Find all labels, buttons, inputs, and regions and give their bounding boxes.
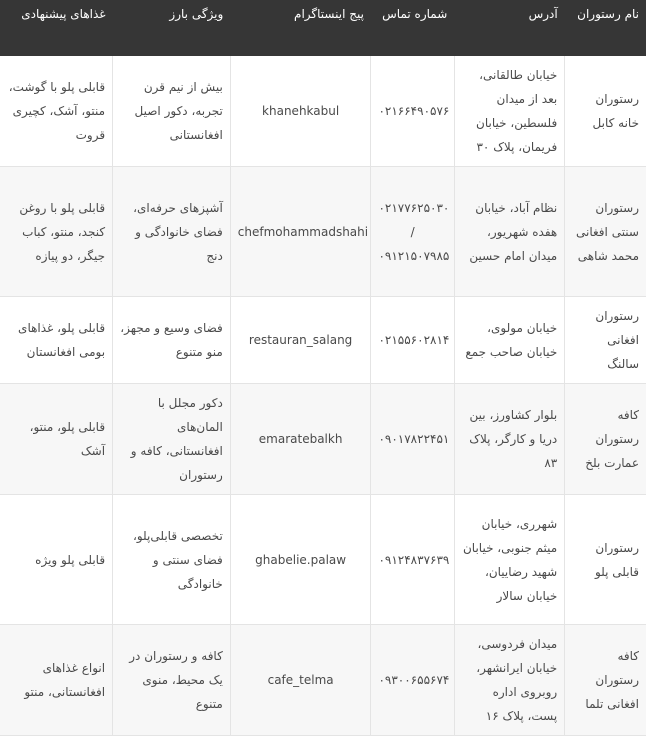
restaurant-feature: تخصصی قابلی‌پلو، فضای سنتی و خانوادگی	[113, 495, 231, 625]
restaurant-feature: فضای وسیع و مجهز، منو متنوع	[113, 297, 231, 384]
restaurant-dishes: قابلی پلو، غذاهای بومی افغانستان	[0, 297, 113, 384]
restaurant-phone: ۰۲۱۷۷۶۲۵۰۳۰ / ۰۹۱۲۱۵۰۷۹۸۵	[371, 167, 454, 297]
restaurant-instagram: khanehkabul	[230, 56, 371, 167]
restaurant-feature: کافه و رستوران در یک محیط، منوی متنوع	[113, 625, 231, 736]
restaurant-dishes: انواع غذاهای افغانستانی، منتو	[0, 625, 113, 736]
header-phone: شماره تماس	[371, 0, 454, 56]
restaurant-address: بلوار کشاورز، بین دریا و کارگر، پلاک ۸۳	[454, 384, 564, 495]
header-dishes: غذاهای پیشنهادی	[0, 0, 113, 56]
restaurant-dishes: قابلی پلو ویژه	[0, 495, 113, 625]
restaurant-phone: ۰۹۱۲۴۸۳۷۶۳۹	[371, 495, 454, 625]
restaurant-feature: دکور مجلل با المان‌های افغانستانی، کافه و رستوران	[113, 384, 231, 495]
restaurant-dishes: قابلی پلو با گوشت، منتو، آشک، کچیری قروت	[0, 56, 113, 167]
restaurant-instagram: chefmohammadshahi	[230, 167, 371, 297]
restaurant-dishes: قابلی پلو، منتو، آشک	[0, 384, 113, 495]
restaurant-phone: ۰۲۱۵۵۶۰۲۸۱۴	[371, 297, 454, 384]
restaurant-phone: ۰۹۳۰۰۶۵۵۶۷۴	[371, 625, 454, 736]
restaurant-address: نظام آباد، خیابان هفده شهریور، میدان امام حسین	[454, 167, 564, 297]
header-instagram: پیج اینستاگرام	[230, 0, 371, 56]
restaurant-instagram: restauran_salang	[230, 297, 371, 384]
header-address: آدرس	[454, 0, 564, 56]
table-row	[0, 384, 646, 495]
restaurant-address: خیابان طالقانی، بعد از میدان فلسطین، خیابان فریمان، پلاک ۳۰	[454, 56, 564, 167]
restaurant-name: کافه رستوران افغانی تلما	[565, 625, 646, 736]
table-row	[0, 495, 646, 625]
restaurant-address: میدان فردوسی، خیابان ایرانشهر، روبروی اداره پست، پلاک ۱۶	[454, 625, 564, 736]
restaurant-instagram: ghabelie.palaw	[230, 495, 371, 625]
restaurant-instagram: cafe_telma	[230, 625, 371, 736]
restaurant-feature: بیش از نیم قرن تجربه، دکور اصیل افغانستانی	[113, 56, 231, 167]
table-row	[0, 297, 646, 384]
restaurant-address: شهرری، خیابان میثم جنوبی، خیابان شهید رضاییان، خیابان سالار	[454, 495, 564, 625]
table-row	[0, 167, 646, 297]
restaurant-address: خیابان مولوی، خیابان صاحب جمع	[454, 297, 564, 384]
restaurant-name: کافه رستوران عمارت بلخ	[565, 384, 646, 495]
restaurant-name: رستوران خانه کابل	[565, 56, 646, 167]
table-row	[0, 56, 646, 167]
header-row	[0, 0, 646, 56]
restaurant-phone: ۰۹۰۱۷۸۲۲۴۵۱	[371, 384, 454, 495]
restaurant-instagram: emaratebalkh	[230, 384, 371, 495]
restaurant-dishes: قابلی پلو با روغن کنجد، منتو، کباب جیگر، دو پیازه	[0, 167, 113, 297]
header-name: نام رستوران	[565, 0, 646, 56]
restaurant-feature: آشپزهای حرفه‌ای، فضای خانوادگی و دنج	[113, 167, 231, 297]
header-feature: ویژگی بارز	[113, 0, 231, 56]
table-row	[0, 625, 646, 736]
restaurant-name: رستوران سنتی افغانی محمد شاهی	[565, 167, 646, 297]
restaurant-name: رستوران افغانی سالنگ	[565, 297, 646, 384]
restaurant-name: رستوران قابلی پلو	[565, 495, 646, 625]
restaurant-phone: ۰۲۱۶۶۴۹۰۵۷۶	[371, 56, 454, 167]
